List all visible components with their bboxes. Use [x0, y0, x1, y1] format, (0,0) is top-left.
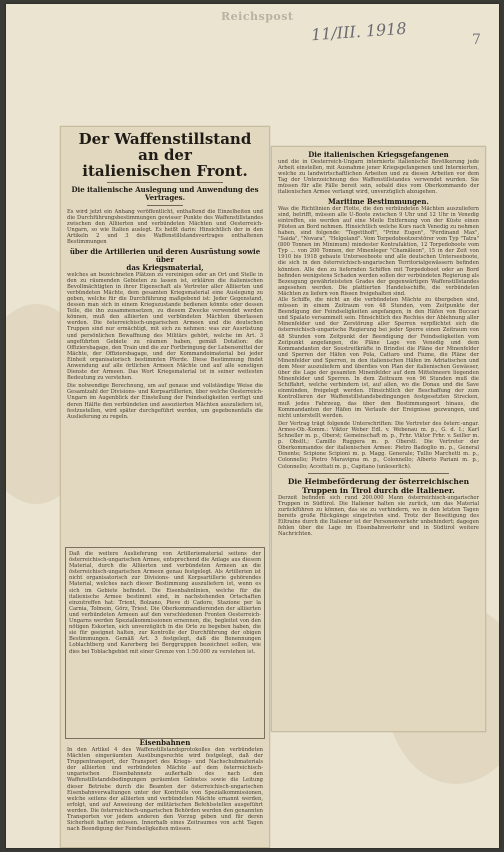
- masthead: Reichspost: [221, 10, 294, 23]
- article-paragraph: Es wird jetzt ein Anhang veröffentlicht, enthaltend die Einzelheiten und die Durchführungsbestimmungen gewisser Punkte des Waffenstillstandes zwischen den Alliierten und verbündeten Mächten und Oesterreich-Ungarn, so wie Italien auslegt. Es heißt darin: Hinsichtlich der in den Artikeln 2 und 3 des Waffenstillstandsvertrages enthaltenen Bestimmungen: [67, 209, 263, 246]
- article-paragraph: In den Artikel 4 des Waffenstillstandsprotokolles den verbündeten Mächten eingeräumten Ausübungsrechte wird festgelegt, daß der Truppentransport, der Transport des Kriegs- und Nachschubmaterials der alliierten und verbündeten Mächte auf dem österreichisch-ungarischen Eisenbahnnetz außerhalb des nach den Waffenstillstandsbedingungen geräumten Gebietes sowie die Leitung dieser Betriebe durch die Beamten der österreichisch-ungarischen Eisenbahnverwaltungen unter der Kontrolle von Spezialkommissionen, welche seitens der alliierten und verbündeten Mächte ernannt werden, erfolgt, und auf Anweisung der militärischen Befehlsstellen ausgeführt werden. Die österreichisch-ungarischen Behörden werden den genannten Transporten vor jedem anderen den Vorzug geben und für deren Sicherheit haften müssen. Innerhalb eines Zeitraumes von acht Tagen nach Beendigung der Feindseligkeiten müssen.: [67, 747, 263, 833]
- newspaper-sheet: [6, 4, 499, 848]
- signatures-paragraph: Der Vertrag trägt folgende Unterschriften: Die Vertreter des österr.-ungar. Armee-Ob.-Komm.: Viktor Weber Edl. v. Webenau m. p., G. d. I.; Karl Schneller m. p., Oberst; Gemeinschaft m. p., Frhr. Viktor Frhr. v. Seiller m. p. Obstlt.; Camillo Ruggera m. p. Oberstl. Die Vertreter der Oberkommandos der italienischen Armee: Pietro Badoglio m. p., General Tenente; Scipione Scipioni m. p. Magg. Generale; Tullio Marchetti m. p., Colonnello; Pietro Maravigna m. p., Colonnello; Alberto Pariani m. p., Colonnello; Accettati m. p., Capitano (unleserlich).: [278, 420, 479, 470]
- article-paragraph: Derzeit befinden sich rund 200.000 Mann österreichisch-ungarischer Truppen in Südtirol. Die Italiener halten sie zurück, um das Material zurückführen zu können, das sie zu verhindern, wo in den letzten Tagen bereits große Rückgänge eingetreten sind. Trotz der Beseitigung des Eiltrains durch die Italiener ist der Personenverkehr unbehindert; dagegen fehlen über die Lage im Eisenbahnverkehr und in Südtirol weitere Nachrichten.: [278, 494, 479, 538]
- divider: [308, 473, 449, 474]
- article-subtitle-line-2: Vertrages.: [144, 193, 186, 202]
- right-column: [278, 151, 479, 537]
- boxed-section: [65, 547, 265, 739]
- article-paragraph: und die in Oesterreich-Ungarn internierte italienische Bevölkerung jede Arbeit einstellen, mit Ausnahme jener Kriegsgefangenen und Internierten, welche zu landwirtschaftlichen Arbeiten und zu diesen Arbeiten vor dem Tag der Unterzeichnung des Waffenstillstandes verwendet wurden. Sie müssen für alle Fälle bereit sein, sobald dies vom Oberkommando der italienischen Armee verlangt wird, unverzüglich abzugehen.: [278, 159, 479, 196]
- left-column: [67, 131, 263, 420]
- section-heading-artillery-2: das Kriegsmaterial,: [126, 262, 204, 272]
- article-paragraph: Die notwendige Berechnung, um auf genaue und vollständige Weise die Gesamtzahl der Divisions- und Korpsartillerien, über welche Oesterreich-Ungarn im Augenblick der Einstellung der Feindseligkeiten verfügt und deren Hälfte den verbündeten und assoziierten Mächten auszuliefern ist, festzustellen, wird später durchgeführt werden, um gegebenenfalls die Auslieferung zu regeln.: [67, 383, 263, 420]
- article-paragraph: welches an bezeichneten Plätzen zu vereinigen oder an Ort und Stelle in den zu räumenden Gebieten zu lassen ist, erklären die italienischen Bevollmächtigten in ihrer Eigenschaft als Vertreter aller Alliierten und verbündeten Mächte, dem gesamten Kriegsmaterial eine Auslegung zu geben, welche für die Durchführung maßgebend ist: Jeder Gegenstand, dessen man sich in einem Kriegszustande bedienen könnte oder dessen Teile, die ihn zusammensetzen, zu diesem Zwecke verwendet werden können, muß den alliierten und verbündeten Mächten überlassen werden. Die österreichisch-ungarischen Armeen und die deutschen Truppen sind nur ermächtigt, mit sich zu nehmen: was zur Ausrüstung und persönlichen Bewaffnung des Militärs gehört, welche im Art. 3 angeführten Gebiete zu räumen haben, gemäß Dotation: die Offiziersbagage, den Train und die zur Fortbringung der Lebensmittel der Mächte, der Offiziersbagage, und der Kommandoimaterial bei jeder Einheit organisatorisch bestimmten Pferde. Diese Bestimmung findet Anwendung auf alle örtlichen Armeen Mächte und auf alle sonstigen Dienste der Armeen. Das Wort Kriegsmaterial ist in seiner weitesten Bedeutung zu verstehen.: [67, 271, 263, 382]
- section-heading-railways: Eisenbahnen: [139, 739, 191, 747]
- article-title-line-1: Der Waffenstillstand an der: [78, 130, 252, 164]
- boxed-paragraph: Daß die weitere Auslieferung von Artilleriematerial seitens der österreichisch-ungarischen Armee, entsprechend die Anlage aus diesem Material, durch die Alliierten und verbündeten Armeen an die österreichisch-ungarischen Armeen genau festgelegt. Als Artillerien ist nicht organisatorisch zur Divisions- und Korpsartillerie gehörendes Material, welches nach dieser Bestimmung auszuliefern ist, wenn es sich im Gebiete befindet. Die Eisenbahnlinien, welche für die italienische Armee bestimmt sind, in nachstehenden Ortschaften einzutreffen hat: Trient, Bolzano, Pieve di Cadore, Stazione per la Carnia, Tolmein, Görz, Triest. Die Oberkommandierenden der alliierten und verbündeten Armeen auf den verschiedenen Fronten Oesterreich-Ungarns werden Spezialkommissionen ernennen, die, begleitet von den nötigen Eskorten, sich unverzüglich in die Orte zu begeben haben, die sie für geeignet halten, zur Kontrolle der Durchführung der obigen Bestimmungen. Gemäß Art. 3 festgelegt, daß die Benennungen Loblachtberg und Karerberg bei Berggruppen bezeichnet sollen, wie dies bei Toblachgebiet mit einer Grenze von 1:50.000 zu verstehen ist.: [69, 551, 261, 655]
- article-paragraph: Was die Richtlinien der Flotte, die den verbündeten Mächten auszuliefern sind, betrifft, müssen alle U-Boote zwischen 9 Uhr und 12 Uhr in Venedig eintreffen, sie werden auf eine Meile Entfernung von der Küste einen Piloten an Bord nehmen. Hinsichtlich welche Kurs nach Venedig zu nehmen haben, sind folgende: "Tegetthoff", "Prinz Eugen", "Ferdinand Max", "Saida", "Novara", "Helgoland". Vom Torpedobootzerstörer vom Typ "Tatra" (800 Tonnen im Minimum) mindester Kontrafaktion, 12 Torpedoboote vom Typ ... von 200 Tonnen, der Minenleger "Chamäleon", 15 in der Zeit von 1910 bis 1918 gebaute Unterseeboote und alle deutschen Unterseeboote, die sich in den österreichisch-ungarischen Territorialgewässern befinden könnten. Alle den zu liefernden Schiffen mit Torpedoboot oder an Bord befinden wenigstens Schaden werden sollen der verbündeten Regierung als Bezeugung gewährleisteten Grades der gegenwärtigen Waffenstillstandes angesehen werden. Die plattierten Handelsschiffe, die verbündeten Mächten zu liefern von Rissen freigehalten sind.: [278, 205, 479, 297]
- left-column-lower: [67, 739, 263, 843]
- divider: [107, 182, 223, 183]
- right-clipping: [271, 146, 486, 732]
- article-title-line-2: italienischen Front.: [82, 162, 248, 180]
- article-subtitle-line-1: Die italienische Auslegung und Anwendung des: [71, 185, 259, 194]
- left-clipping: [60, 126, 270, 848]
- section-heading-maritime: Maritime Bestimmungen.: [328, 196, 429, 206]
- article-paragraph: Alle Schiffe, die nicht an die verbündeten Mächte zu übergeben sind, müssen in einem Zeitraum von 48 Stunden, vom Zeitpunkte der Beendigung der Feindseligkeiten angefangen, in den Häfen von Buccari und Spalato versammelt sein. Hinsichtlich des Rechtes der Ablehnung aller Minenfelder und der Zerstörung aller Sperren verpflichtet sich die österreichisch-ungarische Regierung bei jeder Sperre einen Zeitraum von 48 Stunden vom Zeitpunkt der Beendigung der Feindseligkeiten vom Zeitpunkt angefangen, die Pläne Lage von Venedig und dem Kommandanten der Seestreitkräfte in Brindisi die Pläne der Minenfelder und Sperren der Häfen von Pola, Cattaro und Fiume, die Pläne der Minenfelder und Sperren, in den italienischen Häfen im Adriatischen und dem Meer auszuliefern und überdies von Plan der italienischen Gewässer, über die Lage der gesamten Minenfelder auf dem Mittelmeere liegenden Minenfelder und Sperren. In dem Zeitraum von 96 Stunden muß die Schiffahrt, welche verhindern ist, auf allen, wo die Donau und die Save einmünden, freigelegt werden. Hinsichtlich der Beschaffung der zum Kontrollieren der Waffenstillstandsbedingungen festgesetzten Strecken, muß jedes Fahrzeug, das über den Bestimmungsort hinaus, die Kommandanten der Häfen im Verlaufe der Ereignisse gezwungen, und nicht unterstellt werden.: [278, 296, 479, 419]
- pencil-date: 11/III. 1918: [310, 18, 408, 45]
- divider: [147, 205, 183, 206]
- section-heading-prisoners: Die italienischen Kriegsgefangenen: [308, 150, 449, 159]
- section-heading-repatriation: Die Heimbeförderung der österreichischen Truppen in Tirol durch die Italiener.: [287, 476, 470, 495]
- section-heading-artillery-1: über die Artillerien und deren Ausrüstung sowie über: [69, 246, 261, 264]
- pencil-number: 7: [472, 32, 481, 48]
